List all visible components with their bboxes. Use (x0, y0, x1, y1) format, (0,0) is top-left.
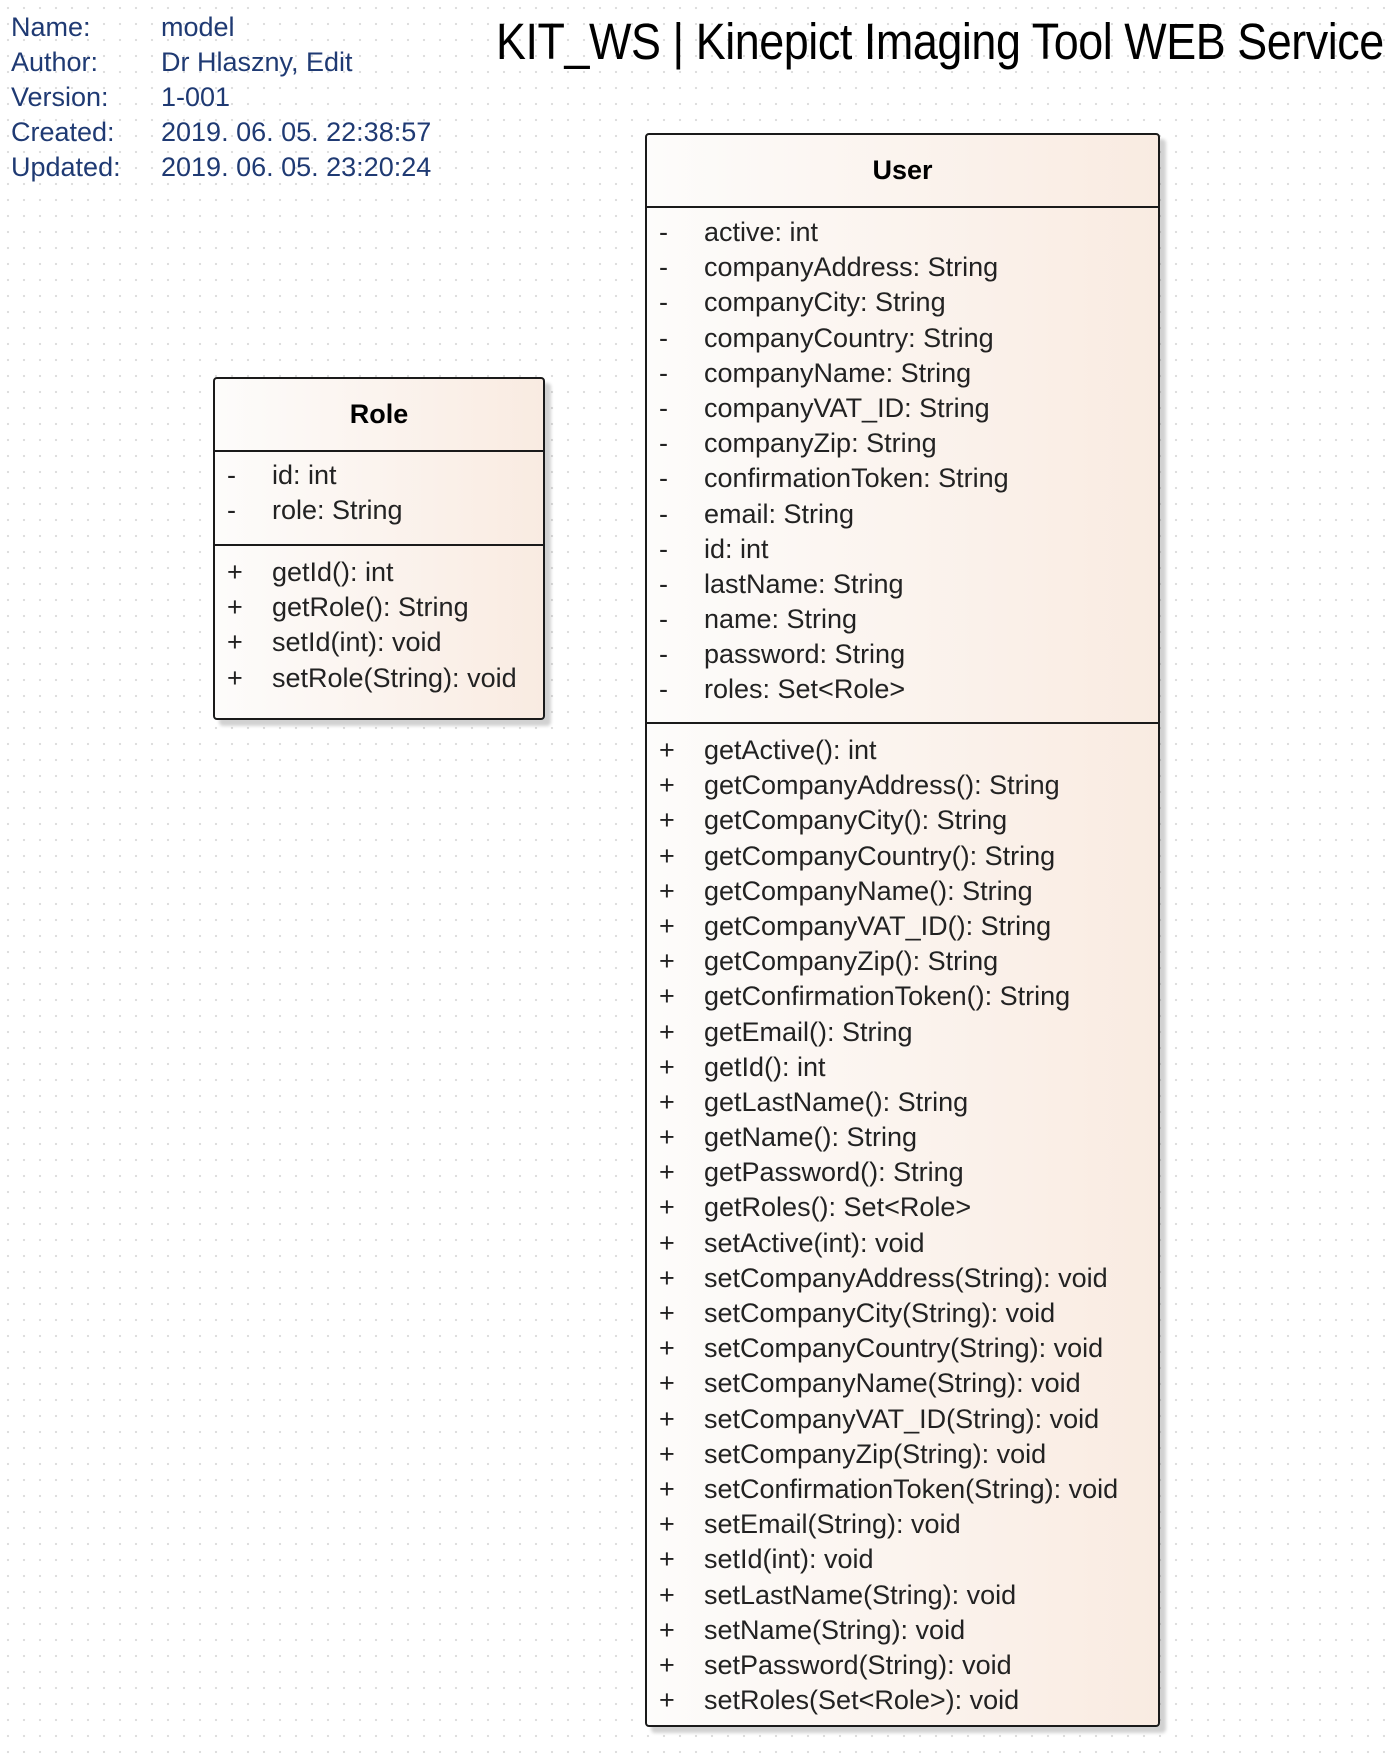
operation-row[interactable] (215, 590, 543, 625)
visibility-marker: + (659, 1509, 675, 1540)
operation-row[interactable] (647, 1507, 1158, 1542)
operation-row[interactable] (215, 625, 543, 660)
visibility-marker: + (659, 1438, 675, 1469)
visibility-marker: - (659, 498, 668, 529)
visibility-marker: - (659, 322, 668, 353)
attribute-row[interactable] (647, 637, 1158, 672)
operation-signature: setName(String): void (704, 1614, 966, 1645)
attribute-signature: active: int (704, 217, 819, 247)
visibility-marker: - (659, 428, 668, 459)
operation-row[interactable] (647, 1331, 1158, 1366)
visibility-marker: + (659, 1403, 675, 1434)
visibility-marker: + (659, 1579, 675, 1610)
attribute-row[interactable] (647, 426, 1158, 461)
attribute-row[interactable] (647, 356, 1158, 391)
operation-signature: getCompanyVAT_ID(): String (704, 910, 1052, 941)
operation-row[interactable] (647, 1578, 1158, 1613)
attribute-row[interactable] (647, 567, 1158, 602)
class-role[interactable] (213, 377, 545, 720)
operation-row[interactable] (647, 1648, 1158, 1683)
operation-signature: setConfirmationToken(String): void (704, 1473, 1119, 1504)
operation-row[interactable] (647, 1155, 1158, 1190)
visibility-marker: - (659, 287, 668, 318)
operation-signature: getCompanyName(): String (704, 875, 1033, 906)
visibility-marker: + (659, 1051, 675, 1082)
attribute-row[interactable] (647, 672, 1158, 707)
attribute-row[interactable] (647, 250, 1158, 285)
visibility-marker: - (659, 639, 668, 670)
operation-row[interactable] (647, 839, 1158, 874)
operation-signature: setCompanyName(String): void (704, 1368, 1081, 1399)
operation-row[interactable] (647, 874, 1158, 909)
metadata-row-updated (11, 150, 431, 185)
visibility-marker: + (659, 1298, 675, 1328)
visibility-marker: - (659, 674, 668, 705)
visibility-marker: + (659, 1227, 675, 1258)
visibility-marker: + (659, 1685, 675, 1716)
operation-signature: setActive(int): void (704, 1227, 925, 1258)
visibility-marker: + (659, 910, 675, 941)
operation-signature: getPassword(): String (704, 1157, 964, 1188)
operation-signature: getCompanyCity(): String (704, 805, 1008, 836)
operation-row[interactable] (647, 1190, 1158, 1225)
operation-signature: setRole(String): void (272, 662, 517, 693)
attribute-signature: id: int (704, 533, 769, 564)
operation-signature: getId(): int (272, 557, 394, 587)
operation-signature: setPassword(String): void (704, 1649, 1012, 1680)
operation-signature: getRoles(): Set<Role> (704, 1192, 972, 1223)
operation-signature: getLastName(): String (704, 1086, 969, 1117)
attribute-row[interactable] (647, 391, 1158, 426)
attribute-row[interactable] (647, 285, 1158, 320)
operation-signature: setLastName(String): void (704, 1579, 1017, 1610)
metadata-value: 1-001 (161, 82, 231, 112)
operation-row[interactable] (647, 1437, 1158, 1472)
visibility-marker: + (659, 981, 675, 1012)
attribute-signature: companyAddress: String (704, 252, 999, 283)
operation-signature: getId(): int (704, 1051, 826, 1082)
operation-signature: getName(): String (704, 1122, 918, 1153)
visibility-marker: - (659, 357, 668, 388)
class-name[interactable]: User (647, 135, 1158, 208)
attribute-signature: roles: Set<Role> (704, 674, 906, 705)
visibility-marker: + (659, 1473, 675, 1504)
operation-row[interactable] (647, 803, 1158, 838)
operation-row[interactable] (647, 1542, 1158, 1577)
visibility-marker: + (659, 1192, 675, 1223)
metadata-value: Dr Hlaszny, Edit (161, 47, 353, 77)
attribute-signature: companyCountry: String (704, 322, 994, 353)
metadata-key: Version: (11, 82, 109, 112)
attribute-signature: password: String (704, 639, 906, 670)
visibility-marker: + (659, 1333, 675, 1364)
visibility-marker: - (659, 217, 668, 247)
operation-row[interactable] (647, 768, 1158, 803)
visibility-marker: - (659, 604, 668, 635)
attribute-row[interactable] (647, 602, 1158, 637)
operation-signature: getCompanyCountry(): String (704, 840, 1056, 871)
operation-row[interactable] (647, 733, 1158, 768)
operation-row[interactable] (647, 1402, 1158, 1437)
visibility-marker: + (227, 662, 243, 693)
operation-signature: setRoles(Set<Role>): void (704, 1685, 1020, 1716)
class-user[interactable] (645, 133, 1160, 1727)
operation-signature: setId(int): void (272, 627, 442, 658)
operation-signature: setCompanyCity(String): void (704, 1298, 1056, 1328)
operation-row[interactable] (647, 1261, 1158, 1296)
metadata-key: Author: (11, 47, 99, 77)
operation-row[interactable] (647, 979, 1158, 1014)
visibility-marker: + (659, 1649, 675, 1680)
attribute-signature: role: String (272, 495, 403, 526)
metadata-key: Name: (11, 12, 91, 42)
metadata-value: 2019. 06. 05. 22:38:57 (161, 117, 432, 147)
attribute-signature: name: String (704, 604, 858, 635)
attribute-signature: id: int (272, 460, 337, 490)
attributes-compartment (647, 208, 1158, 722)
operation-signature: setCompanyZip(String): void (704, 1438, 1047, 1469)
attribute-row[interactable] (647, 215, 1158, 250)
diagram-title: KIT_WS | Kinepict Imaging Tool WEB Service (496, 13, 1384, 70)
visibility-marker: - (659, 568, 668, 599)
metadata-row-name (11, 10, 431, 45)
operation-signature: setCompanyAddress(String): void (704, 1262, 1108, 1293)
visibility-marker: + (659, 1544, 675, 1575)
visibility-marker: - (659, 392, 668, 423)
attribute-signature: companyName: String (704, 357, 972, 388)
operations-compartment (215, 544, 543, 696)
operations-compartment (647, 722, 1158, 1718)
visibility-marker: + (659, 1262, 675, 1293)
visibility-marker: - (227, 495, 236, 526)
operation-row[interactable] (647, 1226, 1158, 1261)
operation-row[interactable] (215, 555, 543, 590)
metadata-row-version (11, 80, 431, 115)
operation-row[interactable] (647, 1296, 1158, 1331)
visibility-marker: + (659, 875, 675, 906)
operation-signature: getEmail(): String (704, 1016, 913, 1047)
operation-row[interactable] (647, 1120, 1158, 1155)
class-name[interactable]: Role (215, 379, 543, 452)
visibility-marker: + (659, 770, 675, 801)
diagram-metadata (11, 10, 431, 185)
attribute-signature: confirmationToken: String (704, 463, 1009, 494)
operation-signature: setCompanyVAT_ID(String): void (704, 1403, 1100, 1434)
visibility-marker: + (227, 557, 243, 587)
visibility-marker: - (659, 533, 668, 564)
visibility-marker: + (659, 1368, 675, 1399)
metadata-key: Created: (11, 117, 115, 147)
visibility-marker: + (227, 627, 243, 658)
attribute-signature: email: String (704, 498, 855, 529)
operation-row[interactable] (647, 1050, 1158, 1085)
metadata-row-author (11, 45, 431, 80)
attribute-row[interactable] (215, 493, 543, 528)
attribute-row[interactable] (647, 461, 1158, 496)
visibility-marker: + (659, 1016, 675, 1047)
operation-signature: getRole(): String (272, 592, 469, 623)
operation-row[interactable] (647, 1015, 1158, 1050)
operation-row[interactable] (647, 909, 1158, 944)
operation-row[interactable] (215, 661, 543, 696)
operation-signature: getConfirmationToken(): String (704, 981, 1071, 1012)
operation-signature: getCompanyZip(): String (704, 946, 999, 977)
metadata-key: Updated: (11, 152, 121, 182)
operation-row[interactable] (647, 1683, 1158, 1718)
attribute-row[interactable] (647, 497, 1158, 532)
attribute-signature: lastName: String (704, 568, 904, 599)
metadata-value: 2019. 06. 05. 23:20:24 (161, 152, 432, 182)
attribute-signature: companyCity: String (704, 287, 946, 318)
operation-row[interactable] (647, 1366, 1158, 1401)
operation-row[interactable] (647, 944, 1158, 979)
operation-row[interactable] (647, 1613, 1158, 1648)
visibility-marker: - (227, 460, 236, 490)
operation-row[interactable] (647, 1472, 1158, 1507)
visibility-marker: + (659, 1157, 675, 1188)
attribute-row[interactable] (215, 458, 543, 493)
visibility-marker: + (659, 1614, 675, 1645)
operation-signature: getActive(): int (704, 735, 877, 765)
operation-signature: setEmail(String): void (704, 1509, 961, 1540)
visibility-marker: + (227, 592, 243, 623)
visibility-marker: + (659, 946, 675, 977)
attribute-signature: companyVAT_ID: String (704, 392, 990, 423)
attribute-row[interactable] (647, 321, 1158, 356)
visibility-marker: + (659, 1122, 675, 1153)
operation-signature: setCompanyCountry(String): void (704, 1333, 1104, 1364)
operation-row[interactable] (647, 1085, 1158, 1120)
visibility-marker: + (659, 735, 675, 765)
attributes-compartment (215, 452, 543, 544)
attribute-signature: companyZip: String (704, 428, 937, 459)
metadata-row-created (11, 115, 431, 150)
attribute-row[interactable] (647, 532, 1158, 567)
operation-signature: getCompanyAddress(): String (704, 770, 1060, 801)
visibility-marker: - (659, 463, 668, 494)
visibility-marker: + (659, 840, 675, 871)
operation-signature: setId(int): void (704, 1544, 874, 1575)
visibility-marker: + (659, 805, 675, 836)
visibility-marker: - (659, 252, 668, 283)
visibility-marker: + (659, 1086, 675, 1117)
metadata-value: model (161, 12, 235, 42)
